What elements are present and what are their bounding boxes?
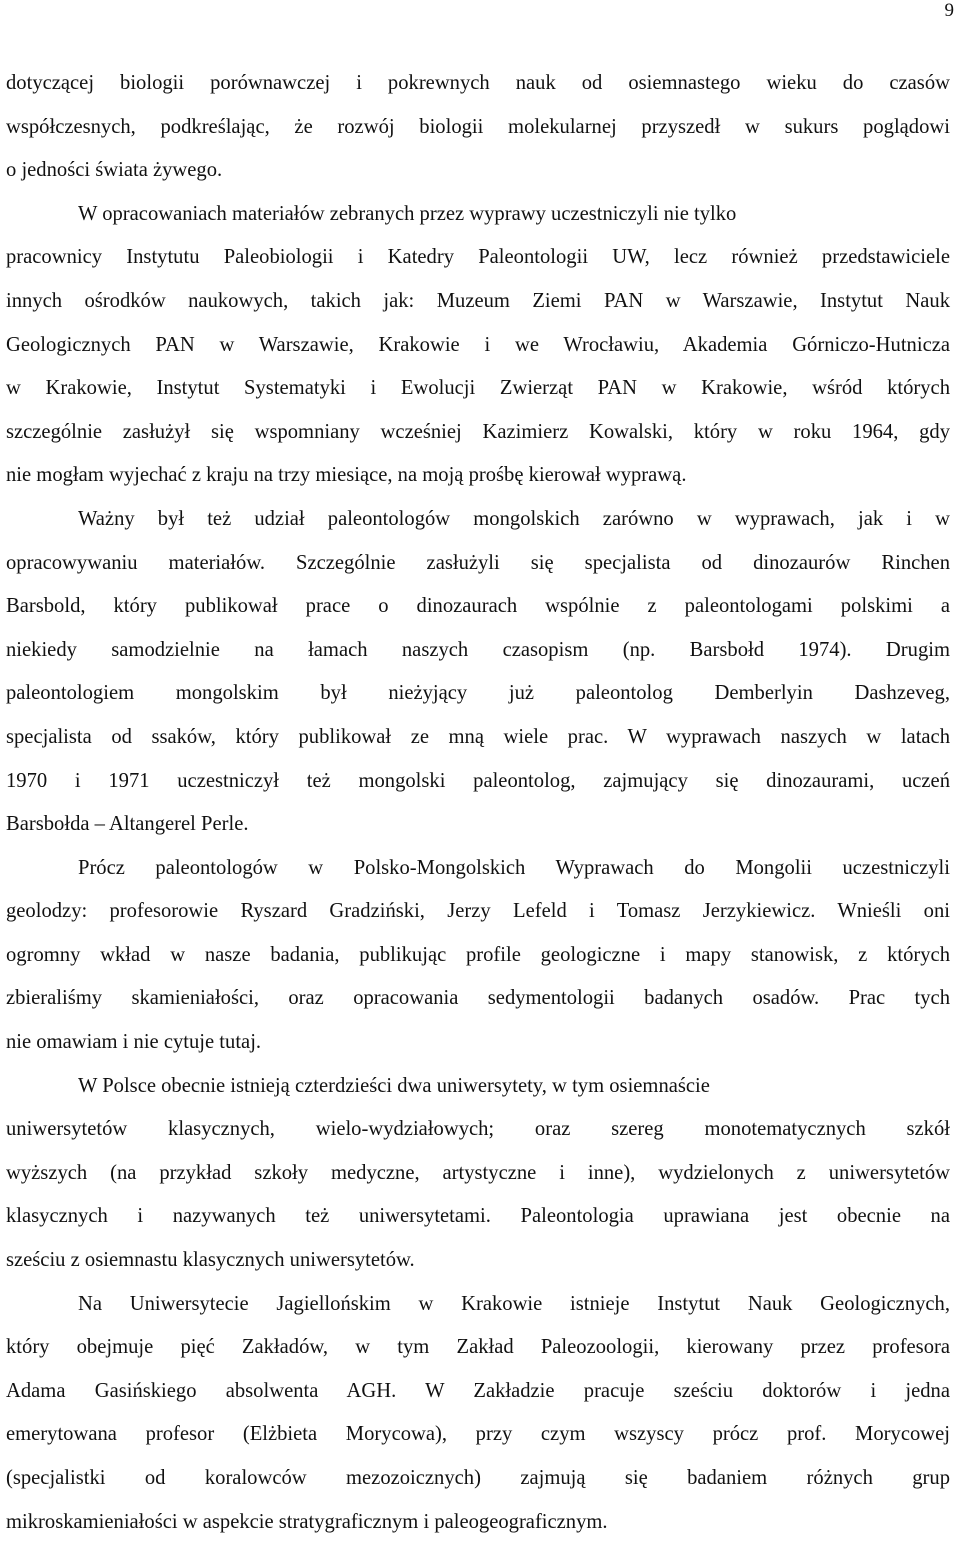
text-line: niekiedy samodzielnie na łamach naszych czasopism (np. Barsbołd 1974). Drugim — [6, 638, 950, 661]
text-line: (specjalistki od koralowców mezozoicznych) zajmują się badaniem różnych grup — [6, 1467, 950, 1489]
text-line: specjalista od ssaków, który publikował ze mną wiele prac. W wyprawach naszych w latach — [6, 725, 950, 748]
text-line: mikroskamieniałości w aspekcie stratygraficznym i paleogeograficznym. — [6, 1510, 608, 1533]
paragraph-first-line: W Polsce obecnie istnieją czterdzieści dwa uniwersytety, w tym osiemnaście — [78, 1074, 710, 1097]
paragraph-first-line: Na Uniwersytecie Jagiellońskim w Krakowie istnieje Instytut Nauk Geologicznych, — [78, 1292, 950, 1315]
text-line: geolodzy: profesorowie Ryszard Gradziński, Jerzy Lefeld i Tomasz Jerzykiewicz. Wnieśli oni — [6, 900, 950, 923]
text-line: opracowywaniu materiałów. Szczególnie zasłużyli się specjalista od dinozaurów Rinchen — [6, 551, 950, 574]
text-line: Geologicznych PAN w Warszawie, Krakowie i we Wrocławiu, Akademia Górniczo-Hutnicza — [6, 333, 950, 356]
text-line: emerytowana profesor (Elżbieta Morycowa), przy czym wszyscy prócz prof. Morycowej — [6, 1423, 950, 1446]
text-line: 1970 i 1971 uczestniczył też mongolski paleontolog, zajmujący się dinozaurami, uczeń — [6, 769, 950, 792]
text-line: uniwersytetów klasycznych, wielo-wydziałowych; oraz szereg monotematycznych szkół — [6, 1118, 950, 1141]
text-line: pracownicy Instytutu Paleobiologii i Katedry Paleontologii UW, lecz również przedstawiciele — [6, 246, 950, 269]
text-line: Adama Gasińskiego absolwenta AGH. W Zakładzie pracuje sześciu doktorów i jedna — [6, 1379, 950, 1402]
text-line: Barsbołda – Altangerel Perle. — [6, 813, 249, 836]
page-number: 9 — [944, 0, 954, 21]
paragraph-first-line: Ważny był też udział paleontologów mongolskich zarówno w wyprawach, jak i w — [78, 507, 950, 530]
document-body — [6, 62, 950, 1544]
text-line: wyższych (na przykład szkoły medyczne, artystyczne i inne), wydzielonych z uniwersytetów — [6, 1161, 950, 1184]
text-line: ogromny wkład w nasze badania, publikując profile geologiczne i mapy stanowisk, z których — [6, 943, 950, 966]
text-line: nie mogłam wyjechać z kraju na trzy miesiące, na moją prośbę kierował wyprawą. — [6, 464, 687, 487]
text-line: sześciu z osiemnastu klasycznych uniwersytetów. — [6, 1249, 415, 1272]
text-line: klasycznych i nazywanych też uniwersytetami. Paleontologia uprawiana jest obecnie na — [6, 1205, 950, 1228]
paragraph-first-line: W opracowaniach materiałów zebranych przez wyprawy uczestniczyli nie tylko — [78, 202, 737, 225]
text-line: paleontologiem mongolskim był nieżyjący już paleontolog Demberlyin Dashzeveg, — [6, 682, 950, 705]
text-line: Barsbold, który publikował prace o dinozaurach wspólnie z paleontologami polskimi a — [6, 595, 950, 618]
text-line: zbieraliśmy skamieniałości, oraz opracowania sedymentologii badanych osadów. Prac tych — [6, 987, 950, 1010]
text-line: innych ośrodków naukowych, takich jak: Muzeum Ziemi PAN w Warszawie, Instytut Nauk — [6, 289, 950, 312]
text-line: który obejmuje pięć Zakładów, w tym Zakład Paleozoologii, kierowany przez profesora — [6, 1336, 950, 1359]
paragraph-first-line: Prócz paleontologów w Polsko-Mongolskich Wyprawach do Mongolii uczestniczyli — [78, 856, 950, 879]
text-line: współczesnych, podkreślając, że rozwój biologii molekularnej przyszedł w sukurs poglądowi — [6, 115, 950, 138]
text-line: dotyczącej biologii porównawczej i pokrewnych nauk od osiemnastego wieku do czasów — [6, 72, 950, 94]
text-line: nie omawiam i nie cytuje tutaj. — [6, 1031, 262, 1054]
text-line: o jedności świata żywego. — [6, 159, 223, 182]
text-line: w Krakowie, Instytut Systematyki i Ewolucji Zwierząt PAN w Krakowie, wśród których — [6, 377, 950, 400]
text-line: szczególnie zasłużył się wspomniany wcześniej Kazimierz Kowalski, który w roku 1964, gdy — [6, 420, 950, 443]
